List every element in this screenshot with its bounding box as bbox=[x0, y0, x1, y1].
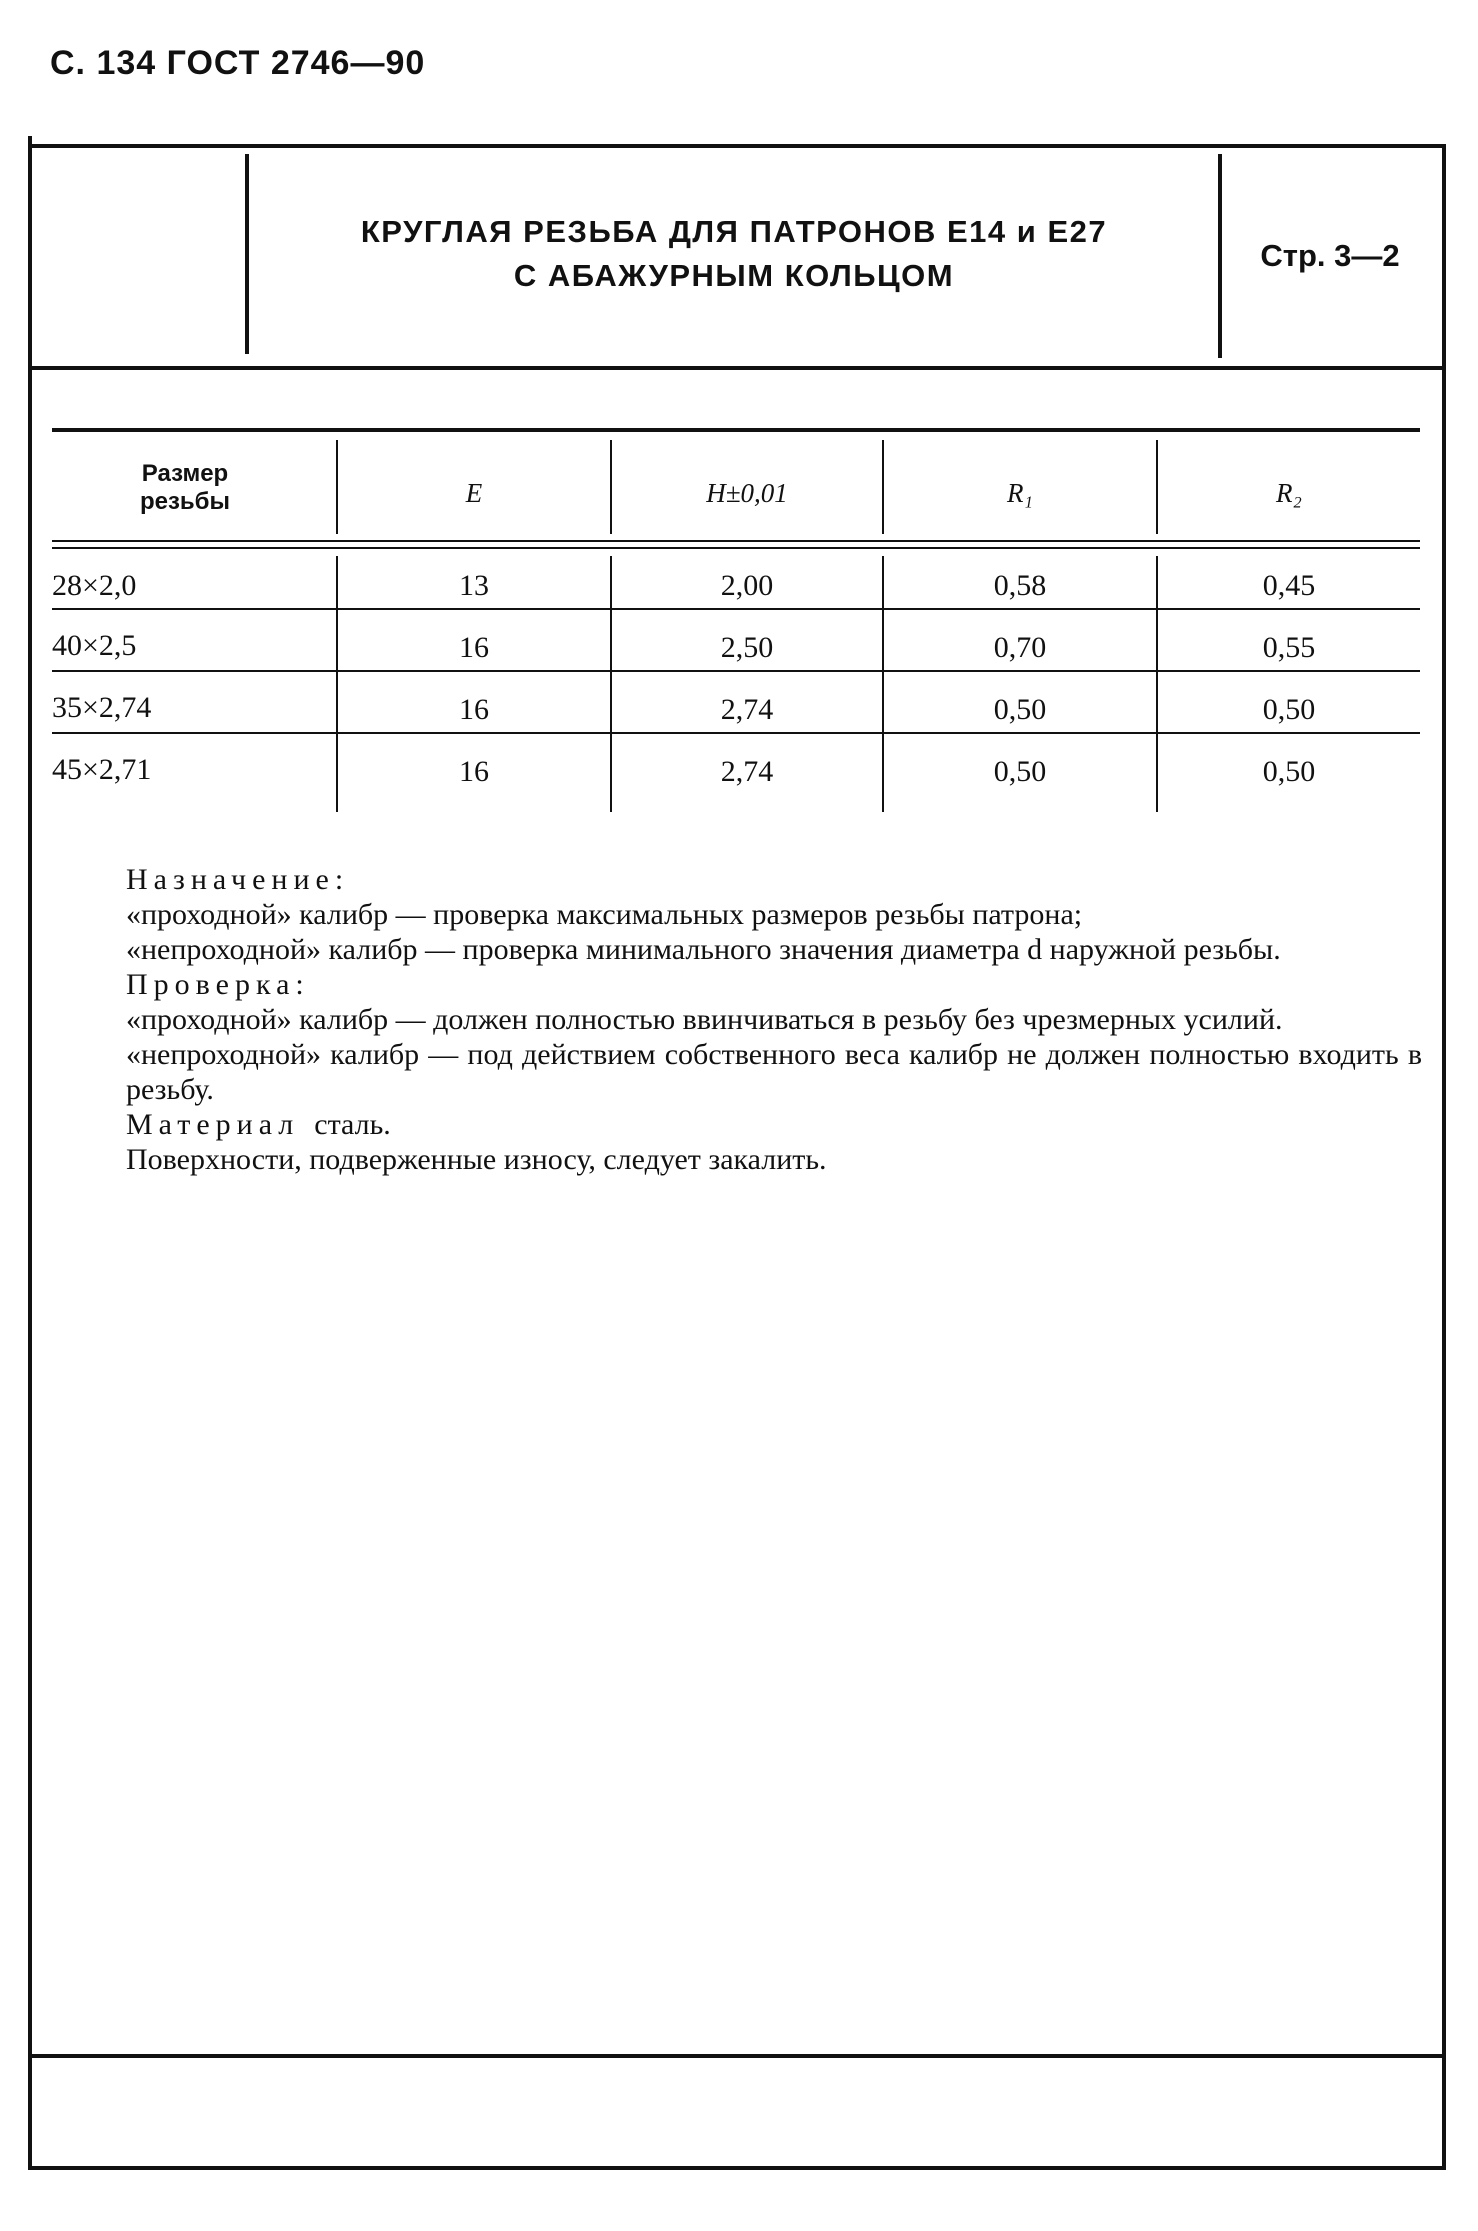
thread-size-cell: 45×2,71 bbox=[52, 753, 152, 786]
material-line bbox=[52, 1107, 1422, 1142]
column-header-r1: R₁ bbox=[1007, 478, 1033, 508]
h-cell: 2,50 bbox=[720, 631, 774, 664]
e-cell: 16 bbox=[459, 631, 489, 664]
document-title bbox=[250, 210, 1218, 298]
material-value: сталь. bbox=[314, 1108, 391, 1141]
r2-cell: 0,45 bbox=[1262, 569, 1316, 602]
title-line-1: КРУГЛАЯ РЕЗЬБА ДЛЯ ПАТРОНОВ Е14 и Е27 bbox=[360, 214, 1108, 249]
header-bottom-border bbox=[28, 366, 1446, 370]
e-cell: 16 bbox=[459, 693, 489, 726]
r2-cell: 0,55 bbox=[1262, 631, 1316, 664]
h-cell: 2,00 bbox=[720, 569, 774, 602]
frame-left-border bbox=[28, 136, 32, 2170]
column-header-r2: R₂ bbox=[1276, 478, 1302, 508]
thread-size-cell: 35×2,74 bbox=[52, 691, 152, 724]
r1-cell: 0,50 bbox=[993, 693, 1047, 726]
header-divider-right bbox=[1218, 154, 1222, 358]
specification-text bbox=[52, 862, 1422, 1177]
purpose-heading: Назначение: bbox=[126, 863, 350, 896]
thread-size-cell: 28×2,0 bbox=[52, 569, 137, 602]
check-no-go-gauge: «непроходной» калибр — под действием собственного веса калибр не должен полностью входить в резьбу. bbox=[126, 1038, 1422, 1106]
check-go-gauge: «проходной» калибр — должен полностью ввинчиваться в резьбу без чрезмерных усилий. bbox=[126, 1003, 1283, 1036]
table-header-rule-1 bbox=[52, 540, 1420, 542]
footer-top-border bbox=[28, 2054, 1446, 2058]
frame-bottom-border bbox=[28, 2166, 1446, 2170]
table-row-rule bbox=[52, 732, 1420, 734]
hardening-note: Поверхности, подверженные износу, следует закалить. bbox=[126, 1143, 827, 1176]
h-cell: 2,74 bbox=[720, 693, 774, 726]
r2-cell: 0,50 bbox=[1262, 693, 1316, 726]
frame-top-border bbox=[28, 144, 1446, 148]
r1-cell: 0,70 bbox=[993, 631, 1047, 664]
table-header-rule-2 bbox=[52, 547, 1420, 549]
header-divider-left bbox=[245, 154, 249, 354]
table-top-rule bbox=[52, 428, 1420, 432]
e-cell: 16 bbox=[459, 755, 489, 788]
purpose-no-go-gauge: «непроходной» калибр — проверка минимального значения диаметра d наружной резьбы. bbox=[126, 933, 1281, 966]
page-reference: С. 134 ГОСТ 2746—90 bbox=[50, 44, 426, 82]
title-line-2: С АБАЖУРНЫМ КОЛЬЦОМ bbox=[513, 258, 955, 293]
thread-size-cell: 40×2,5 bbox=[52, 629, 137, 662]
purpose-go-gauge: «проходной» калибр — проверка максимальных размеров резьбы патрона; bbox=[126, 898, 1083, 931]
check-heading: Проверка: bbox=[126, 968, 310, 1001]
r1-cell: 0,58 bbox=[993, 569, 1047, 602]
h-cell: 2,74 bbox=[720, 755, 774, 788]
column-header-e: E bbox=[465, 478, 483, 508]
page-number: Стр. 3—2 bbox=[1260, 238, 1400, 273]
table-row-rule bbox=[52, 670, 1420, 672]
e-cell: 13 bbox=[459, 569, 489, 602]
material-label: Материал bbox=[126, 1108, 300, 1141]
table-row-rule bbox=[52, 608, 1420, 610]
frame-right-border bbox=[1442, 146, 1446, 2170]
column-header-thread-size: Размер резьбы bbox=[139, 460, 230, 515]
r1-cell: 0,50 bbox=[993, 755, 1047, 788]
r2-cell: 0,50 bbox=[1262, 755, 1316, 788]
column-header-h: H±0,01 bbox=[706, 478, 788, 508]
